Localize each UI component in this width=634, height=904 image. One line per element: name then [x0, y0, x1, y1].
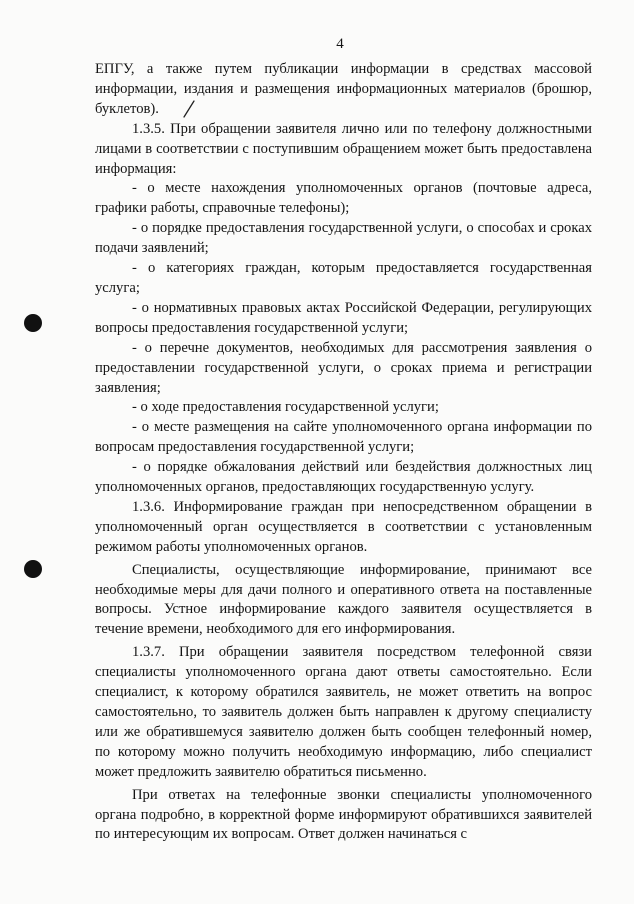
list-item-documents: - о перечне документов, необходимых для рассмотрения заявления о предоставлении государственной услуги, о сроках приема и регистрации заявления;	[95, 339, 592, 396]
list-item-categories: - о категориях граждан, которым предоставляется государственная услуга;	[95, 260, 592, 296]
document-body	[95, 60, 592, 845]
paragraph-continuation: ЕПГУ, а также путем публикации информации в средствах массовой информации, издания и размещения информационных материалов (брошюр, буклетов).	[95, 61, 592, 117]
list-item-location: - о месте нахождения уполномоченных органов (почтовые адреса, графики работы, справочные телефоны);	[95, 180, 592, 217]
punch-hole-bottom	[24, 560, 42, 578]
list-item-procedure: - о порядке предоставления государственной услуги, о способах и сроках подачи заявлений;	[95, 220, 592, 257]
paragraph-1-3-5: 1.3.5. При обращении заявителя лично или по телефону должностными лицами в соответствии с поступившим обращением может быть предоставлена информация:	[95, 120, 592, 177]
page-number: 4	[336, 36, 344, 52]
list-item-legal-acts: - о нормативных правовых актах Российской Федерации, регулирующих вопросы предоставления государственной услуги;	[95, 299, 592, 336]
list-item-progress: - о ходе предоставления государственной услуги;	[132, 399, 439, 416]
paragraph-phone-answers: При ответах на телефонные звонки специалисты уполномоченного органа подробно, в корректной форме информируют обратившихся заявителей по интересующим их вопросам. Ответ должен начинаться с	[95, 786, 592, 843]
paragraph-1-3-6: 1.3.6. Информирование граждан при непосредственном обращении в уполномоченный орган осуществляется в соответствии с установленным режимом работы уполномоченных органов.	[95, 498, 592, 555]
list-item-website: - о месте размещения на сайте уполномоченного органа информации по вопросам предоставления государственной услуги;	[95, 419, 592, 456]
paragraph-specialists: Специалисты, осуществляющие информирование, принимают все необходимые меры для дачи полного и оперативного ответа на поставленные вопросы. Устное информирование каждого заявителя осуществляется в течение времени, необходимого для его информирования.	[95, 561, 592, 638]
paragraph-1-3-7: 1.3.7. При обращении заявителя посредством телефонной связи специалисты уполномоченного органа дают ответы самостоятельно. Если специалист, к которому обратился заявитель, не может ответить на вопрос самостоятельно, то заявитель должен быть направлен к другому специалисту или же обратившемуся заявителю должен быть сообщен телефонный номер, по которому можно получить необходимую информацию, либо специалист может предложить заявителю обратиться письменно.	[95, 644, 592, 780]
list-item-appeal: - о порядке обжалования действий или бездействия должностных лиц уполномоченных органов, предоставляющих государственную услугу.	[95, 459, 592, 496]
punch-hole-top	[24, 314, 42, 332]
